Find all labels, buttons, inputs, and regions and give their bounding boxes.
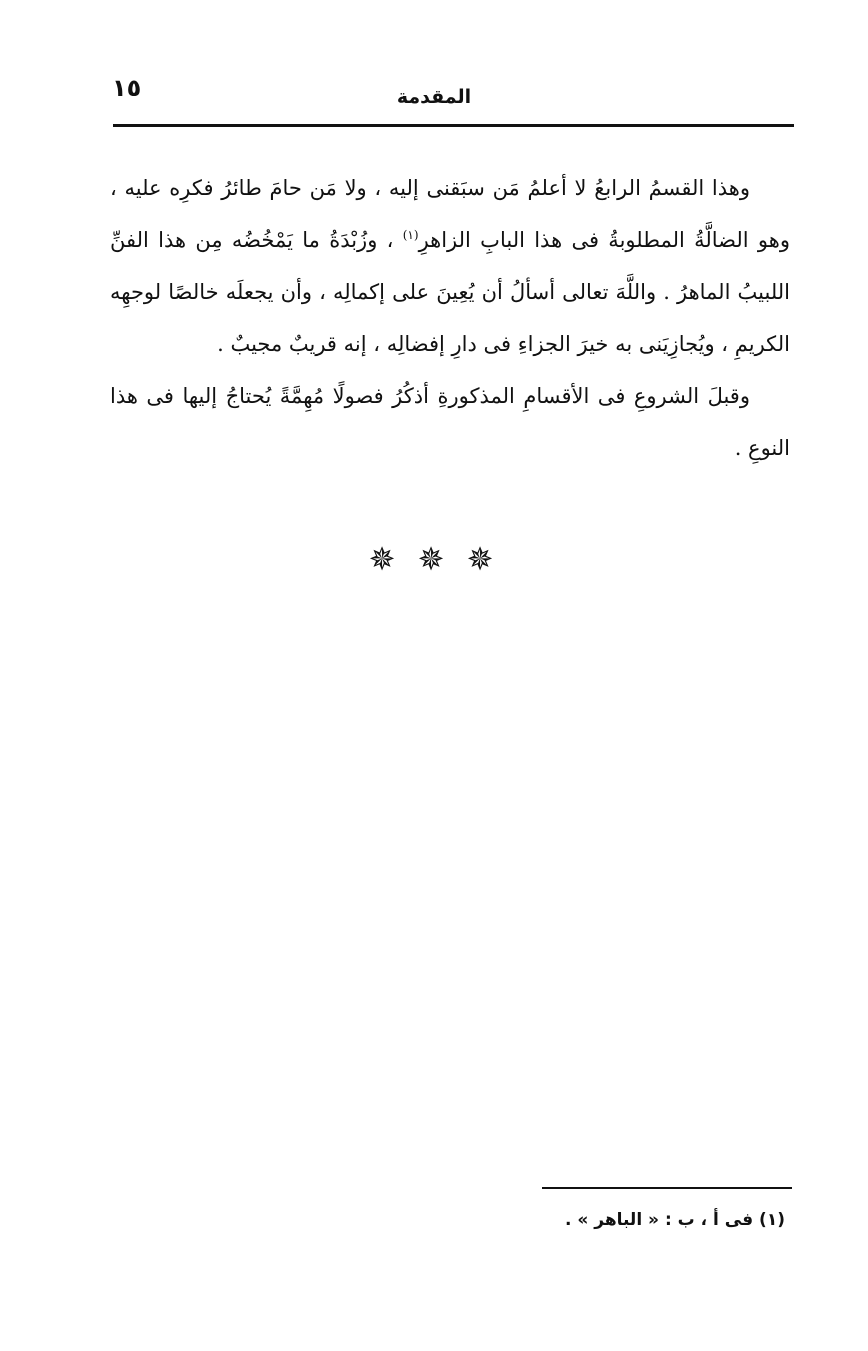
running-header-title: المقدمة xyxy=(396,86,472,108)
section-ornaments xyxy=(0,540,868,578)
page-number: ١٥ xyxy=(112,74,142,102)
footnote-rule xyxy=(542,1187,792,1189)
star-ornament-icon: ✵ xyxy=(368,540,402,578)
star-ornament-icon: ✵ xyxy=(417,540,451,578)
header-rule xyxy=(113,124,794,127)
footnote-reference-1: (١) xyxy=(402,228,419,242)
footnote-1: (١) فى أ ، ب : « الباهر » . xyxy=(564,1210,785,1230)
paragraph-1-text-after-note: ، وزُبْدَةُ ما يَمْخُضُه مِن هذا الفنِّ اللبيبُ الماهرُ . واللَّهَ تعالى أسألُ أن يُعِينَ على إكمالِه ، وأن يجعلَه خالصًا لوجهِه الكريمِ ، ويُجازِيَنى به خيرَ الجزاءِ فى دارِ إفضالِه ، إنه قريبٌ مجيبٌ . xyxy=(110,228,790,356)
main-text xyxy=(110,162,790,474)
paragraph-1 xyxy=(110,162,790,370)
star-ornament-icon: ✵ xyxy=(466,540,500,578)
paragraph-1-text-before-note: وهذا القسمُ الرابعُ لا أعلمُ مَن سبَقنى إليه ، ولا مَن حامَ طائرُ فكرِه عليه ، وهو الضالَّةُ المطلوبةُ فى هذا البابِ الزاهرِ xyxy=(110,176,790,252)
paragraph-2: وقبلَ الشروعِ فى الأقسامِ المذكورةِ أذكُرُ فصولًا مُهِمَّةً يُحتاجُ إليها فى هذا النوعِ . xyxy=(110,384,790,460)
